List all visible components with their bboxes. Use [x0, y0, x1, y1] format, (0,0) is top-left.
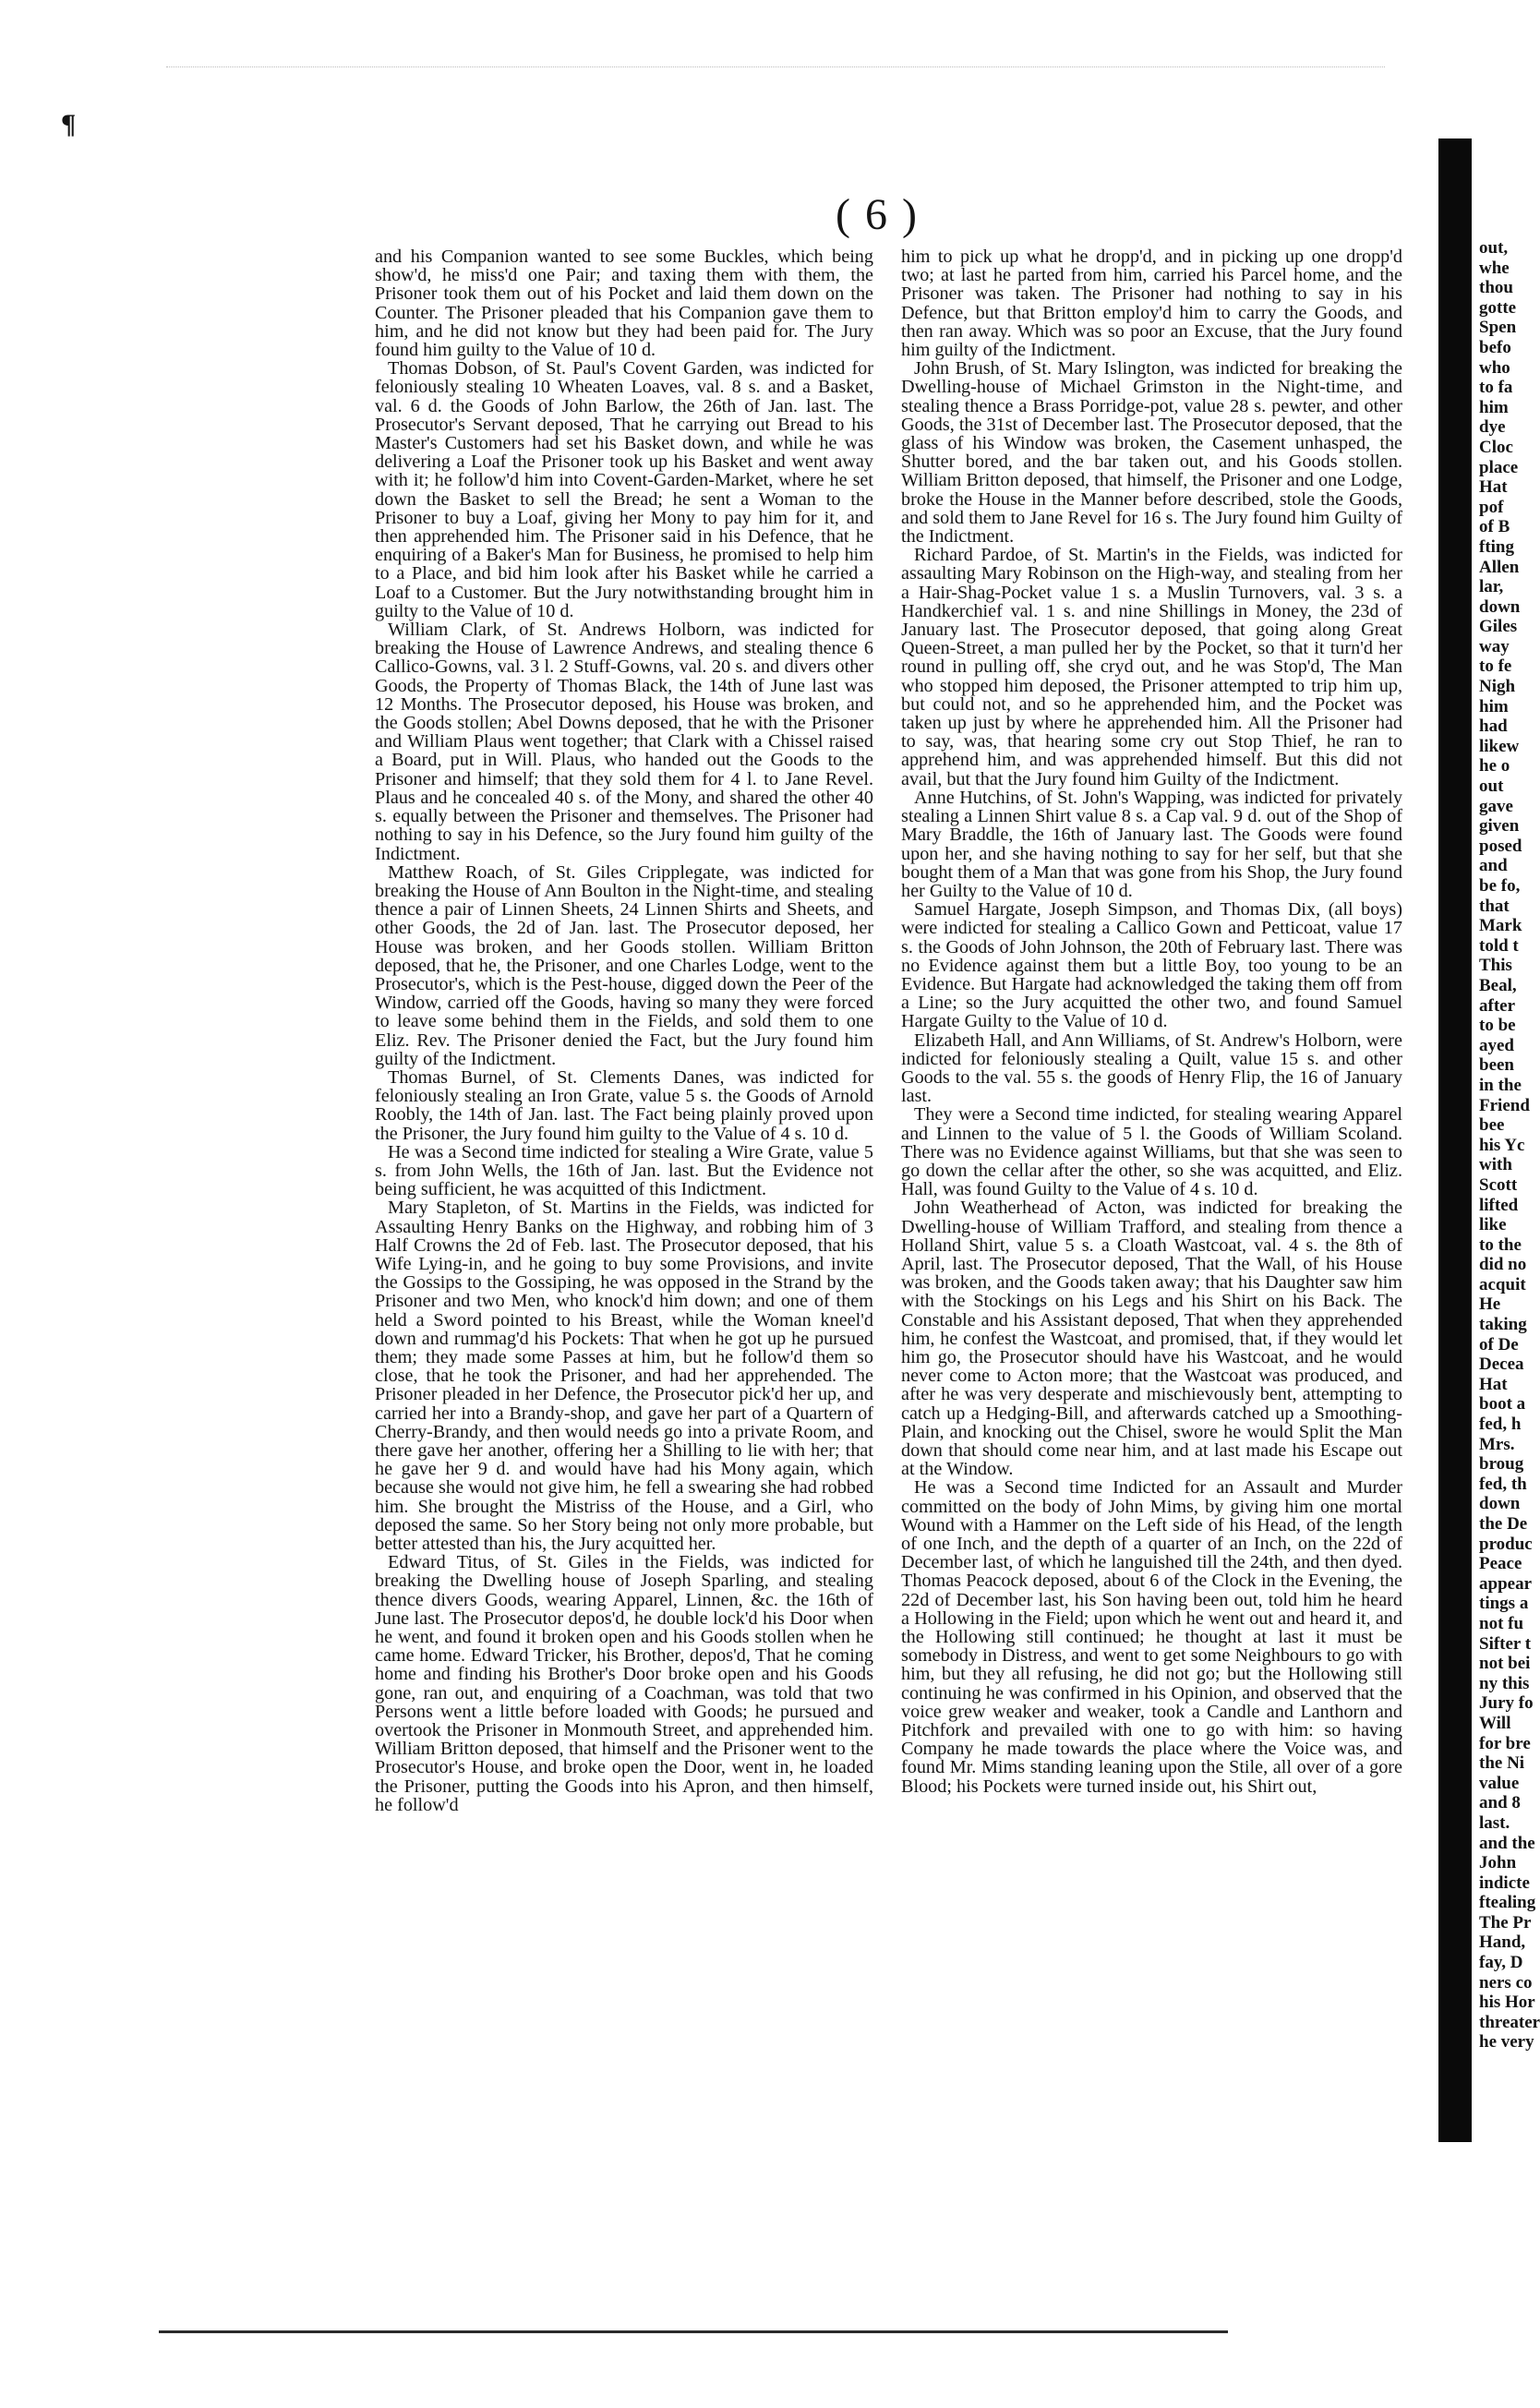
edge-fragment: down	[1479, 1494, 1521, 1514]
paragraph: him to pick up what he dropp'd, and in picking up one dropp'd two; at last he parted from him, carried his Parcel home, and the Prisoner was taken. The Prisoner had nothing to say in his Defence, but that Britton employ'd him to carry the Goods, and then ran away. Which was so poor an Excuse, that the Jury found him guilty of the Indictment.	[901, 247, 1402, 361]
paragraph: and his Companion wanted to see some Buckles, which being show'd, he miss'd one Pair; and taxing them with them, the Prisoner took them out of his Pocket and laid them down on the Counter. The Prisoner pleaded that his Companion gave them to him, and he did not know but they had been paid for. The Jury found him guilty to the Value of 10 d.	[375, 247, 873, 361]
edge-fragment: who	[1479, 357, 1510, 378]
edge-fragment: place	[1479, 457, 1519, 477]
edge-fragment: fed, h	[1479, 1415, 1522, 1435]
paragraph: Thomas Dobson, of St. Paul's Covent Garden, was indicted for feloniously stealing 10 Wheaten Loaves, val. 8 s. and a Basket, val. 6 d. the Goods of John Barlow, the 26th of Jan. last. The Prosecutor's Servant deposed, That he carrying out Bread to his Master's Customers had set his Basket down, and while he was delivering a Loaf the Prisoner took up his Basket and went away with it; he follow'd him into Covent-Garden-Market, where he set down the Basket to sell the Bread; he sent a Woman to the Prisoner to buy a Loaf, giving her Mony to pay him for it, and then apprehended him. The Prisoner said in his Defence, that he enquiring of a Baker's Man for Business, he promised to help him to a Place, and bid him look after his Basket while he carried a Loaf to a Customer. But the Jury notwithstanding brought him in guilty to the Value of 10 d.	[375, 358, 873, 621]
paragraph: Thomas Burnel, of St. Clements Danes, was indicted for feloniously stealing an Iron Grate, value 5 s. the Goods of Arnold Roobly, the 14th of Jan. last. The Fact being plainly proved upon the Prisoner, the Jury found him guilty to the Value of 4 s. 10 d.	[375, 1066, 873, 1144]
edge-fragment: pof	[1479, 497, 1504, 517]
left-column	[375, 247, 873, 1814]
edge-fragment: Peace	[1479, 1554, 1522, 1574]
edge-fragment: gotte	[1479, 297, 1517, 318]
edge-fragment: ftealing	[1479, 1893, 1536, 1913]
edge-fragment: Mark	[1479, 916, 1522, 936]
edge-fragment: had	[1479, 716, 1508, 737]
edge-fragment: dye	[1479, 417, 1506, 438]
edge-fragment: down	[1479, 596, 1521, 617]
edge-fragment: Hand,	[1479, 1932, 1526, 1953]
paragraph: Mary Stapleton, of St. Martins in the Fields, was indicted for Assaulting Henry Banks on the Highway, and robbing him of 3 Half Crowns the 2d of Feb. last. The Prosecutor deposed, that his Wife Lying-in, and he going to buy some Provisions, and invite the Gossips to the Gossiping, he was opposed in the Strand by the Prisoner and two Men, who knock'd him down; and one of them held a Sword pointed to his Breast, while the Woman kneel'd down and rummag'd his Pockets: That when he got up he pursued them; they made some Passes at him, but he follow'd them so close, that he took the Prisoner, and had her apprehended. The Prisoner pleaded in her Defence, the Prosecutor pick'd her up, and carried her into a Brandy-shop, and gave her part of a Quartern of Cherry-Brandy, and then would needs go into a private Room, and there gave her another, offering her a Shilling to lie with her; that he gave her 9 d. and would have had his Mony again, which because she would not give him, he fell a swearing she had robbed him. She brought the Mistriss of the House, and a Girl, who deposed the same. So her Story being not only more probable, but better attested than his, the Jury acquitted her.	[375, 1198, 873, 1555]
paragraph: He was a Second time Indicted for an Assault and Murder committed on the body of John Mims, by giving him one mortal Wound with a Hammer on the Left side of his Head, of the length of one Inch, and the depth of a quarter of an Inch, on the 22d of December last, of which he languished till the 24th, and then dyed. Thomas Peacock deposed, about 6 of the Clock in the Evening, the 22d of December last, his Son having been out, told him he heard a Hollowing in the Field; upon which he went out and heard it, and the Hollowing still continued; he thought at last it must be somebody in Distress, and went to get some Neighbours to go with him, but they all refusing, he did not go; but the Hollowing still continuing he was confirmed in his Opinion, and observed that the voice grew weaker and weaker, took a Candle and Lanthorn and Pitchfork and prevailed with one to go with him: so having Company he made towards the place where the Voice was, and found Mr. Mims standing leaning upon the Stile, all over of a gore Blood; his Pockets were turned inside out, his Shirt out,	[901, 1477, 1402, 1797]
edge-fragment: Jury fo	[1479, 1693, 1534, 1714]
edge-fragment: did no	[1479, 1255, 1527, 1275]
margin-mark: ¶	[61, 109, 77, 139]
edge-fragment: that	[1479, 896, 1510, 916]
next-page-edge	[1413, 0, 1540, 2408]
edge-fragment: This	[1479, 956, 1512, 976]
bottom-rule	[159, 2330, 1228, 2333]
edge-fragment: Will	[1479, 1713, 1511, 1733]
edge-fragment: and	[1479, 856, 1508, 876]
edge-fragment: fting	[1479, 536, 1514, 557]
edge-fragment: lifted	[1479, 1195, 1519, 1215]
edge-fragment: ners co	[1479, 1972, 1533, 1993]
edge-fragment: be fo,	[1479, 876, 1521, 896]
edge-fragment: Friend	[1479, 1095, 1530, 1115]
edge-fragment: of De	[1479, 1334, 1519, 1354]
edge-fragment: last.	[1479, 1812, 1510, 1833]
edge-fragment: taking	[1479, 1315, 1527, 1335]
edge-fragment: likew	[1479, 736, 1520, 756]
edge-fragment: fay, D	[1479, 1953, 1523, 1973]
edge-fragment: and 8	[1479, 1793, 1521, 1813]
edge-fragment: Sifter t	[1479, 1633, 1532, 1654]
paragraph: Samuel Hargate, Joseph Simpson, and Thomas Dix, (all boys) were indicted for stealing a Callico Gown and Petticoat, value 17 s. the Goods of John Johnson, the 20th of February last. There was no Evidence against them but a little Boy, too young to be an Evidence. But Hargate had acknowledged the taking them off from a Line; so the Jury acquitted the other two, and found Samuel Hargate Guilty to the Value of 10 d.	[901, 899, 1402, 1032]
edge-fragment: not fu	[1479, 1613, 1524, 1633]
edge-fragment: Hat	[1479, 477, 1508, 498]
edge-fragment: his Hor	[1479, 1993, 1535, 2013]
right-column	[901, 247, 1402, 1796]
edge-fragment: him	[1479, 397, 1509, 417]
edge-fragment: Decea	[1479, 1354, 1524, 1375]
edge-fragment: gave	[1479, 796, 1513, 816]
edge-fragment: boot a	[1479, 1394, 1526, 1415]
paragraph: He was a Second time indicted for stealing a Wire Grate, value 5 s. from John Wells, the 16th of Jan. last. But the Evidence not being sufficient, he was acquitted of this Indictment.	[375, 1141, 873, 1200]
binding-shadow	[1438, 138, 1472, 2142]
edge-fragment: bee	[1479, 1115, 1505, 1136]
edge-fragment: tings a	[1479, 1594, 1529, 1614]
edge-fragment: broug	[1479, 1454, 1524, 1475]
edge-fragment: Mrs.	[1479, 1434, 1515, 1454]
edge-fragment: acquit	[1479, 1274, 1526, 1294]
edge-fragment: told t	[1479, 935, 1519, 956]
edge-fragment: Beal,	[1479, 975, 1517, 995]
edge-fragment: Spen	[1479, 318, 1517, 338]
edge-fragment: to the	[1479, 1234, 1522, 1255]
edge-fragment: John	[1479, 1853, 1517, 1873]
edge-fragment: with	[1479, 1155, 1512, 1175]
edge-fragment: for bre	[1479, 1733, 1531, 1753]
paragraph: John Brush, of St. Mary Islington, was indicted for breaking the Dwelling-house of Michael Grimston in the Night-time, and stealing thence a Brass Porridge-pot, value 28 s. pewter, and other Goods, the 31st of December last. The Prosecutor deposed, that the glass of his Window was broken, the Casement unhasped, the Shutter bored, and the bar taken out, and his Goods stollen. William Britton deposed, that himself, the Prisoner and one Lodge, broke the House in the Manner before described, stole the Goods, and sold them to Jane Revel for 16 s. The Jury found him Guilty of the Indictment.	[901, 358, 1402, 548]
edge-fragment: Hat	[1479, 1374, 1508, 1394]
edge-fragment: thou	[1479, 278, 1513, 298]
edge-fragment: Cloc	[1479, 437, 1513, 457]
paragraph: Elizabeth Hall, and Ann Williams, of St. Andrew's Holborn, were indicted for feloniously stealing a Quilt, value 15 s. and other Goods to the val. 55 s. the goods of Henry Flip, the 16 of January last.	[901, 1029, 1402, 1107]
paragraph: Edward Titus, of St. Giles in the Fields, was indicted for breaking the Dwelling house of Joseph Sparling, and stealing thence divers Goods, wearing Apparel, Linnen, &c. the 16th of June last. The Prosecutor depos'd, he double lock'd his Door when he went, and found it broken open and his Goods stollen when he came home. Edward Tricker, his Brother, depos'd, That he coming home and finding his Brother's Door broke open and his Goods gone, ran out, and enquiring of a Coachman, was told that two Persons went a little before loaded with Goods; he pursued and overtook the Prisoner in Monmouth Street, and apprehended him. William Britton deposed, that himself and the Prisoner went to the Prosecutor's House, and broke open the Door, went in, he loaded the Prisoner, putting the Goods into his Apron, and then himself, he follow'd	[375, 1552, 873, 1815]
edge-fragment: indicte	[1479, 1872, 1530, 1893]
edge-fragment: to fa	[1479, 378, 1513, 398]
edge-fragment: ny this	[1479, 1673, 1530, 1693]
edge-fragment: after	[1479, 995, 1516, 1016]
edge-fragment: Nigh	[1479, 677, 1516, 697]
paragraph: Richard Pardoe, of St. Martin's in the Fields, was indicted for assaulting Mary Robinson on the High-way, and stealing from her a Hair-Shag-Pocket value 1 s. a Muslin Turnovers, val. 3 s. a Handkerchief val. 1 s. and nine Shillings in Money, the 23d of January last. The Prosecutor deposed, that going along Great Queen-Street, a man pulled her by the Pocket, so that it turn'd her round in pulling off, she cryd out, and he was Stop'd, The Man who stopped him deposed, the Prisoner attempted to trip him up, but could not, and so he apprehended him, and the Pocket was taken up just by where he apprehended him. All the Prisoner had to say, was, that hearing some cry out Stop Thief, he ran to apprehend him, and was apprehended himself. But this did not avail, but that the Jury found him Guilty of the Indictment.	[901, 545, 1402, 789]
paragraph: Matthew Roach, of St. Giles Cripplegate, was indicted for breaking the House of Ann Boulton in the Night-time, and stealing thence a pair of Linnen Sheets, 24 Linnen Shirts and Sheets, and other Goods, the 2d of Jan. last. The Prosecutor deposed, her House was broken, and her Goods stollen. William Britton deposed, that he, the Prisoner, and one Charles Lodge, went to the Prosecutor's, which is the Pest-house, digged down the Peer of the Window, carried off the Goods, having so many they were forced to leave some behind them in the Fields, and sold them to one Eliz. Rev. The Prisoner denied the Fact, but the Jury found him guilty of the Indictment.	[375, 861, 873, 1069]
edge-fragment: The Pr	[1479, 1912, 1532, 1932]
edge-fragment: Scott	[1479, 1174, 1518, 1195]
edge-fragment: out,	[1479, 238, 1509, 258]
edge-fragment: way	[1479, 636, 1510, 656]
edge-fragment: befo	[1479, 337, 1511, 357]
edge-fragment: he o	[1479, 756, 1510, 777]
edge-fragment: value	[1479, 1773, 1520, 1793]
edge-fragment: whe	[1479, 258, 1510, 278]
page-number: ( 6 )	[836, 190, 919, 239]
edge-fragment: and the	[1479, 1833, 1535, 1853]
edge-fragment: the De	[1479, 1514, 1528, 1534]
edge-fragment: him	[1479, 696, 1509, 716]
edge-fragment: posed	[1479, 836, 1522, 856]
edge-fragment: fed, th	[1479, 1474, 1527, 1494]
edge-fragment: of B	[1479, 517, 1510, 537]
edge-fragments	[1479, 238, 1540, 2053]
edge-fragment: threater	[1479, 2012, 1540, 2032]
edge-fragment: He	[1479, 1294, 1501, 1315]
paragraph: John Weatherhead of Acton, was indicted for breaking the Dwelling-house of William Trafford, and stealing from thence a Holland Shirt, value 5 s. a Cloath Wastcoat, val. 4 s. the 8th of April, last. The Prosecutor deposed, That the Wall, of his House was broken, and the Goods taken away; that his Daughter saw him with the Stockings on his Legs and his Shirt on his Back. The Constable and his Assistant deposed, That when they apprehended him, he confest the Wastcoat, and promised, that, if they would let him go, the Prosecutor should have his Wastcoat, and he would never come to Acton more; that the Wastcoat was produced, and after he was very desperate and mischievously bent, attempting to catch up a Hedging-Bill, and afterwards catched up a Smoothing-Plain, and knocking out the Chisel, swore he would Split the Man down that should come near him, and at last made his Escape out at the Window.	[901, 1198, 1402, 1480]
edge-fragment: he very	[1479, 2032, 1534, 2053]
edge-fragment: not bei	[1479, 1654, 1531, 1674]
edge-fragment: produc	[1479, 1534, 1533, 1554]
edge-fragment: ayed	[1479, 1035, 1514, 1055]
edge-fragment: like	[1479, 1215, 1507, 1235]
edge-fragment: his Yc	[1479, 1135, 1525, 1155]
edge-fragment: in the	[1479, 1075, 1522, 1095]
paragraph: They were a Second time indicted, for stealing wearing Apparel and Linnen to the value of 5 l. the Goods of William Scoland. There was no Evidence against Williams, but that she was seen to go down the cellar after the other, so she was acquitted, and Eliz. Hall, was found Guilty to the Value of 4 s. 10 d.	[901, 1104, 1402, 1200]
edge-fragment: to fe	[1479, 656, 1512, 677]
edge-fragment: given	[1479, 816, 1520, 837]
edge-fragment: appear	[1479, 1573, 1532, 1594]
edge-fragment: Allen	[1479, 557, 1520, 577]
edge-fragment: out	[1479, 777, 1504, 797]
edge-fragment: to be	[1479, 1016, 1516, 1036]
edge-fragment: the Ni	[1479, 1753, 1525, 1774]
scan-top-noise	[166, 66, 1385, 80]
edge-fragment: lar,	[1479, 577, 1504, 597]
paragraph: Anne Hutchins, of St. John's Wapping, was indicted for privately stealing a Linnen Shirt value 8 s. a Cap val. 9 d. out of the Shop of Mary Braddle, the 16th of January last. The Goods were found upon her, and she having nothing to say for her self, but that she bought them of a Man that was gone from his Shop, the Jury found her Guilty to the Value of 10 d.	[901, 787, 1402, 901]
edge-fragment: been	[1479, 1055, 1514, 1076]
edge-fragment: Giles	[1479, 617, 1518, 637]
paragraph: William Clark, of St. Andrews Holborn, was indicted for breaking the House of Lawrence Andrews, and stealing thence 6 Callico-Gowns, val. 3 l. 2 Stuff-Gowns, val. 20 s. and divers other Goods, the Property of Thomas Black, the 14th of June last was 12 Months. The Prosecutor deposed, his House was broken, and the Goods stollen; Abel Downs deposed, that he with the Prisoner and William Plaus went together; that Clark with a Chissel raised a Board, put in Will. Plaus, who handed out the Goods to the Prisoner and himself; that they sold them for 4 l. to Jane Revel. Plaus and he concealed 40 s. of the Mony, and shared the other 40 s. equally between the Prisoner and themselves. The Prisoner had nothing to say in his Defence, so the Jury found him guilty of the Indictment.	[375, 620, 873, 864]
